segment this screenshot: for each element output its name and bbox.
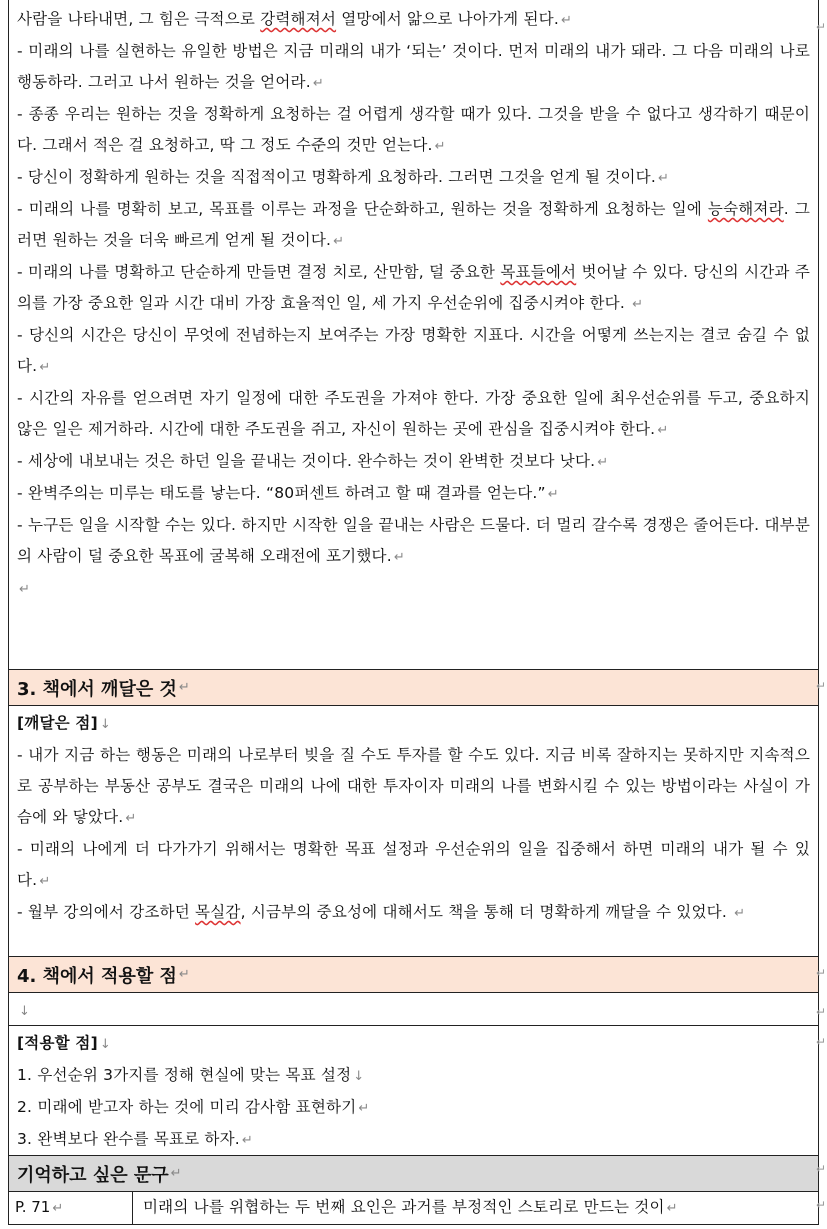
edge-paragraph-mark: ↵ [815, 1005, 826, 1019]
list-item-text: 3. 완벽보다 완수를 목표로 하자. [17, 1130, 240, 1148]
realizations-label-line [17, 708, 810, 740]
list-item [17, 1124, 810, 1156]
report-table [8, 0, 819, 1225]
apply-cell [9, 1026, 818, 1156]
paragraph-mark: ↵ [170, 1166, 182, 1181]
section-heading-apply [9, 957, 818, 993]
paragraph-text: - 당신의 시간은 당신이 무엇에 전념하는지 보여주는 가장 명확한 지표다. 시간을 어떻게 쓰는지는 결코 숨길 수 없다. [17, 326, 810, 375]
paragraph-mark: ↵ [632, 297, 644, 312]
edge-paragraph-mark: ↵ [815, 1198, 826, 1212]
spellcheck-word: 능숙해져라 [707, 200, 784, 218]
realizations-label: [깨달은 점] [17, 714, 98, 732]
realizations-paragraphs [17, 740, 810, 929]
paragraph-text: . 그러면 원하는 것을 더욱 빠르게 얻게 될 것이다. [17, 200, 811, 249]
paragraph-mark: ↵ [597, 455, 609, 470]
paragraph-text: - 세상에 내보내는 것은 하던 일을 끝내는 것이다. 완수하는 것이 완벽한 것보다 낫다. [17, 452, 596, 470]
paragraph-text: - 미래의 나를 실현하는 유일한 방법은 지금 미래의 내가 ‘되는’ 것이다. 먼저 미래의 내가 돼라. 그 다음 미래의 나로 행동하라. 그러고 나서 원하는 것을 얻어라. [17, 42, 810, 91]
paragraph-mark: ↵ [19, 582, 31, 597]
paragraph-mark: ↵ [178, 967, 190, 982]
section-heading-realizations [9, 670, 818, 706]
paragraph-text: - 내가 지금 하는 행동은 미래의 나로부터 빚을 질 수도 투자를 할 수도 있다. 지금 비록 잘하지는 못하지만 지속적으로 공부하는 부동산 공부도 결국은 미래의 나에 대한 투자이자 미래의 나를 변화시킬 수 있는 방법이라는 사실이 가슴에 와 닿았다. [17, 746, 810, 826]
paragraph [17, 99, 810, 162]
paragraph-text: 벗어날 수 있다. 당신의 시간과 주의를 가장 중요한 일과 시간 대비 가장 효율적인 일, 세 가지 우선순위에 집중시켜야 한다. [17, 263, 810, 312]
paragraph-mark: ↵ [657, 171, 670, 186]
paragraph-mark: ↵ [125, 811, 137, 826]
edge-paragraph-mark: ↵ [815, 1035, 826, 1049]
blank-line [17, 995, 810, 1027]
list-item-text: 1. 우선순위 3가지를 정해 현실에 맞는 목표 설정 [17, 1066, 352, 1084]
realizations-cell [9, 706, 818, 957]
paragraph-mark: ↵ [39, 874, 51, 889]
section-heading-quotes [9, 1156, 818, 1192]
paragraph [17, 834, 810, 897]
list-item [17, 1060, 810, 1092]
paragraph-text: - 종종 우리는 원하는 것을 정확하게 요청하는 걸 어렵게 생각할 때가 있다. 그것을 받을 수 없다고 생각하기 때문이다. 그래서 적은 걸 요청하고, 딱 그 정도 수준의 것만 얻는다. [17, 105, 810, 154]
section-title: 3. 책에서 깨달은 것 [17, 678, 177, 700]
quote-row [9, 1192, 818, 1225]
paragraph-mark: ↵ [333, 234, 345, 249]
quote-text: 미래의 나를 위협하는 두 번째 요인은 과거를 부정적인 스토리로 만드는 것이 [143, 1198, 665, 1216]
paragraph-text: - 미래의 나를 명확하고 단순하게 만들면 결정 치로, 산만함, 덜 중요한 [17, 263, 501, 281]
paragraph-mark: ↵ [657, 423, 669, 438]
paragraph [17, 478, 810, 510]
paragraph-mark: ↓ [353, 1069, 365, 1084]
apply-label: [적용할 점] [17, 1034, 98, 1052]
edge-paragraph-mark: ↵ [815, 1162, 826, 1176]
paragraph [17, 257, 810, 320]
quote-page-number: P. 71 [15, 1198, 51, 1216]
section-title: 4. 책에서 적용할 점 [17, 965, 177, 987]
body-text-cell [9, 0, 818, 670]
paragraph-mark: ↵ [358, 1101, 370, 1116]
paragraph-text: - 완벽주의는 미루는 태도를 낳는다. “80퍼센트 하려고 할 때 결과를 얻는다.” [17, 484, 546, 502]
spellcheck-word: 목표들에서 [500, 263, 577, 281]
paragraph [17, 510, 810, 573]
paragraph-text: - 누구든 일을 시작할 수는 있다. 하지만 시작한 일을 끝내는 사람은 드물다. 더 멀리 갈수록 경쟁은 줄어든다. 대부분의 사람이 덜 중요한 목표에 굴복해 오래전에 포기했다. [17, 516, 810, 565]
blank-cell [9, 993, 818, 1026]
line-break-mark: ↓ [99, 1037, 111, 1052]
paragraph-text: - 월부 강의에서 강조하던 [17, 903, 196, 921]
paragraph-mark: ↵ [312, 76, 324, 91]
paragraph-mark: ↵ [52, 1201, 64, 1216]
apply-items [17, 1060, 810, 1156]
body-paragraphs [17, 4, 810, 605]
paragraph-text: 사람을 나타내면, 그 힘은 극적으로 [17, 10, 261, 28]
paragraph [17, 573, 810, 605]
paragraph-text: 열망에서 앎으로 나아가게 된다. [336, 10, 559, 28]
list-item [17, 1092, 810, 1124]
paragraph [17, 446, 810, 478]
line-break-mark: ↓ [19, 1004, 31, 1019]
paragraph-text: - 미래의 나에게 더 다가가기 위해서는 명확한 목표 설정과 우선순위의 일을 집중해서 하면 미래의 내가 될 수 있다. [17, 840, 810, 889]
paragraph-mark: ↵ [666, 1201, 678, 1216]
paragraph-text: - 시간의 자유를 얻으려면 자기 일정에 대한 주도권을 가져야 한다. 가장 중요한 일에 최우선순위를 두고, 중요하지 않은 일은 제거하라. 시간에 대한 주도권을 쥐고, 자신이 원하는 곳에 관심을 집중시켜야 한다. [17, 389, 810, 438]
paragraph [17, 740, 810, 834]
paragraph [17, 383, 810, 446]
spellcheck-word: 목실감 [195, 903, 241, 921]
paragraph-mark: ↵ [178, 680, 190, 695]
paragraph [17, 194, 810, 257]
paragraph-mark: ↵ [39, 360, 51, 375]
paragraph-mark: ↵ [734, 906, 746, 921]
apply-label-line [17, 1028, 810, 1060]
paragraph-mark: ↵ [241, 1133, 253, 1148]
edge-paragraph-mark: ↵ [815, 679, 826, 693]
spellcheck-word: 강력해져서 [260, 10, 337, 28]
paragraph-text: - 당신이 정확하게 원하는 것을 직접적이고 명확하게 요청하라. 그러면 그것을 얻게 될 것이다. [17, 168, 656, 186]
paragraph-mark: ↵ [434, 139, 446, 154]
paragraph-mark: ↵ [560, 13, 573, 28]
paragraph [17, 36, 810, 99]
paragraph [17, 320, 810, 383]
line-break-mark: ↓ [99, 717, 111, 732]
quote-rows [9, 1192, 818, 1225]
list-item-text: 2. 미래에 받고자 하는 것에 미리 감사함 표현하기 [17, 1098, 357, 1116]
paragraph [17, 897, 810, 929]
edge-paragraph-mark: ↵ [815, 966, 826, 980]
paragraph [17, 4, 810, 36]
section-title: 기억하고 싶은 문구 [17, 1164, 169, 1186]
paragraph-text: - 미래의 나를 명확히 보고, 목표를 이루는 과정을 단순화하고, 원하는 것을 정확하게 요청하는 일에 [17, 200, 708, 218]
edge-paragraph-mark: ↵ [815, 20, 826, 34]
quote-page-cell [9, 1192, 133, 1224]
paragraph-text: , 시금부의 중요성에 대해서도 책을 통해 더 명확하게 깨달을 수 있었다. [240, 903, 733, 921]
paragraph [17, 162, 810, 194]
quote-text-cell [133, 1192, 818, 1224]
paragraph-mark: ↵ [547, 487, 559, 502]
paragraph-mark: ↵ [393, 550, 405, 565]
